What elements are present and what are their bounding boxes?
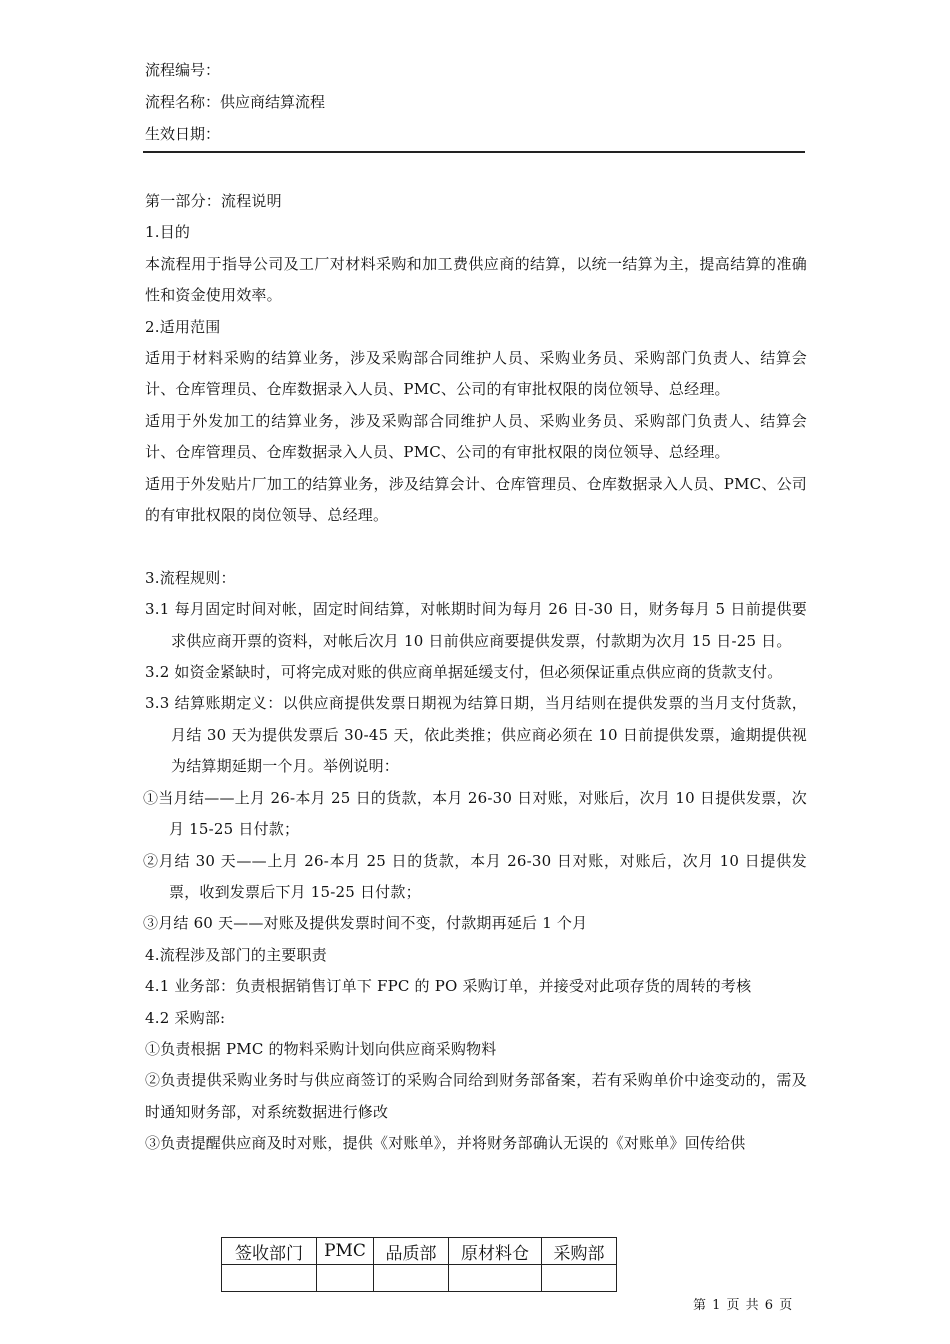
- signature-cell[interactable]: [374, 1265, 449, 1292]
- sign-header-quality: 品质部: [374, 1238, 449, 1265]
- blank-line: [145, 531, 807, 562]
- sign-header-dept: 签收部门: [222, 1238, 317, 1265]
- page-number: 第 1 页 共 6 页: [693, 1298, 794, 1313]
- section2-paragraph-2: 适用于外发加工的结算业务，涉及采购部合同维护人员、采购业务员、采购部门负责人、结算会计、仓库管理员、仓库数据录入人员、PMC、公司的有审批权限的岗位领导、总经理。: [145, 411, 807, 462]
- section2-title: 2.适用范围: [145, 317, 221, 336]
- duty-4-2-item-1: ①负责根据 PMC 的物料采购计划向供应商采购物料: [145, 1039, 497, 1058]
- rule-3-3: 3.3 结算账期定义：以供应商提供发票日期视为结算日期，当月结则在提供发票的当月支付货款，月结 30 天为提供发票后 30-45 天，依此类推；供应商必须在 10 日前提供发票，逾期提供视为结算期延期一个月。举例说明：: [145, 694, 807, 776]
- signature-cell[interactable]: [222, 1265, 317, 1292]
- duty-4-1: 4.1 业务部：负责根据销售订单下 FPC 的 PO 采购订单，并接受对此项存货的周转的考核: [145, 977, 752, 996]
- sign-off-table: [221, 1237, 617, 1292]
- sign-off-signature-row: [222, 1265, 617, 1292]
- section1-title: 1.目的: [145, 223, 191, 242]
- effective-date-label: 生效日期：: [145, 125, 221, 143]
- sign-off-header-row: [222, 1238, 617, 1265]
- section2-paragraph-1: 适用于材料采购的结算业务，涉及采购部合同维护人员、采购业务员、采购部门负责人、结算会计、仓库管理员、仓库数据录入人员、PMC、公司的有审批权限的岗位领导、总经理。: [145, 349, 807, 399]
- section4-title: 4.流程涉及部门的主要职责: [145, 945, 327, 964]
- signature-cell[interactable]: [317, 1265, 374, 1292]
- example-2: ②月结 30 天——上月 26-本月 25 日的货款，本月 26-30 日对账，对账后，次月 10 日提供发票，收到发票后下月 15-25 日付款；: [143, 851, 807, 901]
- duty-4-2-item-2: ②负责提供采购业务时与供应商签订的采购合同给到财务部备案，若有采购单价中途变动的，需及时通知财务部，对系统数据进行修改: [145, 1071, 807, 1121]
- process-name-label: 流程名称：供应商结算流程: [145, 93, 326, 111]
- sign-header-purchasing: 采购部: [542, 1238, 617, 1265]
- sign-header-raw-warehouse: 原材料仓: [449, 1238, 542, 1265]
- section1-text: 本流程用于指导公司及工厂对材料采购和加工费供应商的结算，以统一结算为主，提高结算的准确性和资金使用效率。: [145, 254, 807, 305]
- section2-paragraph-3: 适用于外发贴片厂加工的结算业务，涉及结算会计、仓库管理员、仓库数据录入人员、PMC、公司的有审批权限的岗位领导、总经理。: [145, 474, 807, 525]
- rule-3-2: 3.2 如资金紧缺时，可将完成对账的供应商单据延缓支付，但必须保证重点供应商的货款支付。: [145, 663, 783, 682]
- rule-3-1: 3.1 每月固定时间对帐，固定时间结算，对帐期时间为每月 26 日-30 日，财务每月 5 日前提供要求供应商开票的资料，对帐后次月 10 日前供应商要提供发票，付款期为次月 15 日-25 日。: [145, 600, 807, 650]
- section3-title: 3.流程规则：: [145, 568, 236, 587]
- sign-header-pmc: PMC: [317, 1238, 374, 1265]
- signature-cell[interactable]: [449, 1265, 542, 1292]
- header-divider: [143, 151, 805, 153]
- part1-title: 第一部分：流程说明: [145, 192, 282, 210]
- example-1: ①当月结——上月 26-本月 25 日的货款，本月 26-30 日对账，对账后，次月 10 日提供发票，次月 15-25 日付款；: [143, 788, 807, 839]
- example-3: ③月结 60 天——对账及提供发票时间不变，付款期再延后 1 个月: [143, 914, 588, 933]
- duty-4-2-title: 4.2 采购部:: [145, 1008, 226, 1027]
- signature-cell[interactable]: [542, 1265, 617, 1292]
- document-body: [145, 186, 807, 1160]
- process-number-label: 流程编号：: [145, 61, 221, 79]
- duty-4-2-item-3: ③负责提醒供应商及时对账，提供《对账单》，并将财务部确认无误的《对账单》回传给供: [145, 1134, 746, 1153]
